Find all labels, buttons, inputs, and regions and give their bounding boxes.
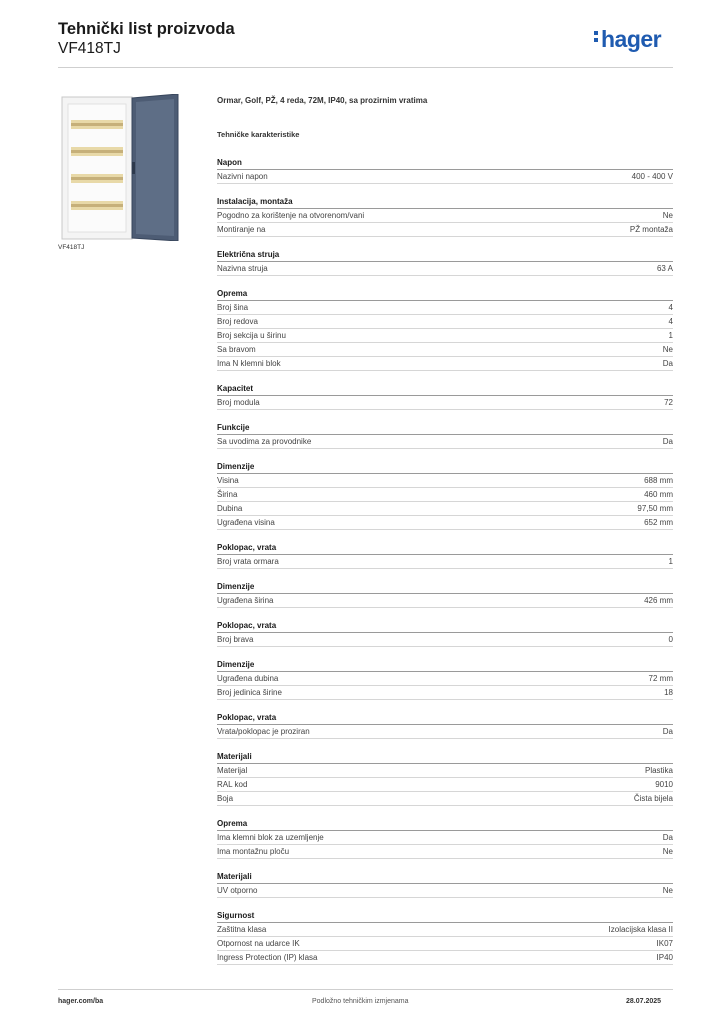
product-image bbox=[58, 94, 184, 241]
spec-label: Ima klemni blok za uzemljenje bbox=[217, 833, 324, 842]
spec-label: UV otporno bbox=[217, 886, 258, 895]
spec-value: 97,50 mm bbox=[637, 504, 673, 513]
spec-value: IP40 bbox=[656, 953, 673, 962]
spec-label: Broj šina bbox=[217, 303, 249, 312]
spec-group-title: Poklopac, vrata bbox=[217, 541, 673, 555]
spec-group bbox=[217, 287, 673, 371]
spec-row bbox=[217, 223, 673, 237]
spec-row bbox=[217, 594, 673, 608]
spec-label: Ingress Protection (IP) klasa bbox=[217, 953, 318, 962]
spec-label: Dubina bbox=[217, 504, 243, 513]
spec-label: Otpornost na udarce IK bbox=[217, 939, 300, 948]
spec-label: Vrata/poklopac je proziran bbox=[217, 727, 310, 736]
spec-value: 0 bbox=[668, 635, 673, 644]
spec-group bbox=[217, 541, 673, 569]
spec-value: Da bbox=[662, 359, 673, 368]
spec-label: Nazivna struja bbox=[217, 264, 268, 273]
spec-row bbox=[217, 488, 673, 502]
spec-label: Ugrađena dubina bbox=[217, 674, 279, 683]
spec-value: 426 mm bbox=[644, 596, 673, 605]
spec-value: Da bbox=[662, 833, 673, 842]
spec-row bbox=[217, 516, 673, 530]
spec-value: 400 - 400 V bbox=[631, 172, 673, 181]
spec-row bbox=[217, 937, 673, 951]
spec-group bbox=[217, 750, 673, 806]
logo-text: hager bbox=[601, 26, 662, 52]
spec-value: 4 bbox=[668, 317, 673, 326]
characteristics-heading: Tehničke karakteristike bbox=[217, 130, 300, 139]
spec-group-title: Napon bbox=[217, 156, 673, 170]
hager-logo bbox=[594, 28, 661, 51]
spec-value: Ne bbox=[662, 345, 673, 354]
spec-label: Ugrađena visina bbox=[217, 518, 275, 527]
spec-label: Ima N klemni blok bbox=[217, 359, 281, 368]
spec-label: Broj sekcija u širinu bbox=[217, 331, 286, 340]
spec-row bbox=[217, 170, 673, 184]
spec-value: Izolacijska klasa II bbox=[608, 925, 673, 934]
footer-divider bbox=[58, 989, 673, 990]
document-title: Tehnički list proizvoda bbox=[58, 20, 235, 38]
spec-label: Broj brava bbox=[217, 635, 254, 644]
spec-value: Da bbox=[662, 437, 673, 446]
spec-group bbox=[217, 460, 673, 530]
spec-label: Broj modula bbox=[217, 398, 260, 407]
spec-label: Ugrađena širina bbox=[217, 596, 274, 605]
product-description: Ormar, Golf, PŽ, 4 reda, 72M, IP40, sa prozirnim vratima bbox=[217, 96, 428, 105]
spec-label: Montiranje na bbox=[217, 225, 266, 234]
spec-value: 652 mm bbox=[644, 518, 673, 527]
spec-value: 72 mm bbox=[648, 674, 673, 683]
image-caption: VF418TJ bbox=[58, 244, 85, 251]
header-divider bbox=[58, 67, 673, 68]
spec-value: 18 bbox=[664, 688, 673, 697]
spec-label: Sa uvodima za provodnike bbox=[217, 437, 312, 446]
spec-group-title: Poklopac, vrata bbox=[217, 711, 673, 725]
spec-row bbox=[217, 831, 673, 845]
spec-label: Zaštitna klasa bbox=[217, 925, 267, 934]
spec-row bbox=[217, 502, 673, 516]
spec-value: 1 bbox=[668, 557, 673, 566]
spec-row bbox=[217, 884, 673, 898]
spec-value: IK07 bbox=[656, 939, 673, 948]
spec-group bbox=[217, 909, 673, 965]
spec-value: 63 A bbox=[656, 264, 673, 273]
specifications-list bbox=[217, 156, 673, 976]
spec-row bbox=[217, 315, 673, 329]
spec-row bbox=[217, 435, 673, 449]
spec-label: Visina bbox=[217, 476, 239, 485]
spec-row bbox=[217, 357, 673, 371]
spec-row bbox=[217, 725, 673, 739]
spec-group bbox=[217, 711, 673, 739]
spec-label: Materijal bbox=[217, 766, 248, 775]
spec-row bbox=[217, 555, 673, 569]
spec-group bbox=[217, 580, 673, 608]
spec-row bbox=[217, 396, 673, 410]
spec-group bbox=[217, 817, 673, 859]
spec-value: Da bbox=[662, 727, 673, 736]
spec-group-title: Oprema bbox=[217, 817, 673, 831]
spec-row bbox=[217, 951, 673, 965]
spec-label: Ima montažnu ploču bbox=[217, 847, 290, 856]
spec-value: 72 bbox=[664, 398, 673, 407]
spec-group bbox=[217, 382, 673, 410]
spec-label: Širina bbox=[217, 490, 238, 499]
spec-row bbox=[217, 301, 673, 315]
spec-value: 460 mm bbox=[644, 490, 673, 499]
footer-disclaimer: Podložno tehničkim izmjenama bbox=[312, 998, 409, 1005]
spec-group-title: Sigurnost bbox=[217, 909, 673, 923]
spec-value: 1 bbox=[668, 331, 673, 340]
spec-value: 9010 bbox=[655, 780, 673, 789]
spec-group-title: Dimenzije bbox=[217, 460, 673, 474]
product-code: VF418TJ bbox=[58, 40, 121, 57]
spec-group-title: Električna struja bbox=[217, 248, 673, 262]
spec-row bbox=[217, 633, 673, 647]
spec-row bbox=[217, 262, 673, 276]
spec-row bbox=[217, 343, 673, 357]
spec-group bbox=[217, 870, 673, 898]
spec-row bbox=[217, 686, 673, 700]
spec-value: Čista bijela bbox=[633, 794, 673, 803]
spec-row bbox=[217, 764, 673, 778]
spec-label: Pogodno za korištenje na otvorenom/vani bbox=[217, 211, 365, 220]
logo-dots-icon bbox=[594, 28, 599, 45]
spec-label: Broj jedinica širine bbox=[217, 688, 282, 697]
spec-row bbox=[217, 329, 673, 343]
spec-group bbox=[217, 248, 673, 276]
spec-label: Broj redova bbox=[217, 317, 258, 326]
spec-row bbox=[217, 209, 673, 223]
spec-value: 688 mm bbox=[644, 476, 673, 485]
spec-value: PŽ montaža bbox=[629, 225, 673, 234]
spec-group-title: Instalacija, montaža bbox=[217, 195, 673, 209]
footer-date: 28.07.2025 bbox=[626, 998, 662, 1005]
spec-group bbox=[217, 619, 673, 647]
spec-value: Ne bbox=[662, 211, 673, 220]
spec-value: 4 bbox=[668, 303, 673, 312]
spec-group-title: Poklopac, vrata bbox=[217, 619, 673, 633]
spec-group-title: Kapacitet bbox=[217, 382, 673, 396]
spec-label: Sa bravom bbox=[217, 345, 256, 354]
spec-group bbox=[217, 658, 673, 700]
spec-value: Plastika bbox=[644, 766, 673, 775]
spec-row bbox=[217, 923, 673, 937]
spec-row bbox=[217, 778, 673, 792]
spec-group-title: Dimenzije bbox=[217, 658, 673, 672]
spec-row bbox=[217, 474, 673, 488]
spec-row bbox=[217, 672, 673, 686]
spec-row bbox=[217, 845, 673, 859]
spec-group-title: Oprema bbox=[217, 287, 673, 301]
spec-group bbox=[217, 195, 673, 237]
spec-group-title: Materijali bbox=[217, 750, 673, 764]
spec-group bbox=[217, 156, 673, 184]
spec-label: Boja bbox=[217, 794, 234, 803]
spec-group-title: Dimenzije bbox=[217, 580, 673, 594]
spec-value: Ne bbox=[662, 847, 673, 856]
spec-label: RAL kod bbox=[217, 780, 248, 789]
spec-value: Ne bbox=[662, 886, 673, 895]
spec-row bbox=[217, 792, 673, 806]
spec-group-title: Funkcije bbox=[217, 421, 673, 435]
footer-website: hager.com/ba bbox=[58, 998, 104, 1005]
spec-label: Nazivni napon bbox=[217, 172, 268, 181]
spec-label: Broj vrata ormara bbox=[217, 557, 279, 566]
spec-group-title: Materijali bbox=[217, 870, 673, 884]
spec-group bbox=[217, 421, 673, 449]
